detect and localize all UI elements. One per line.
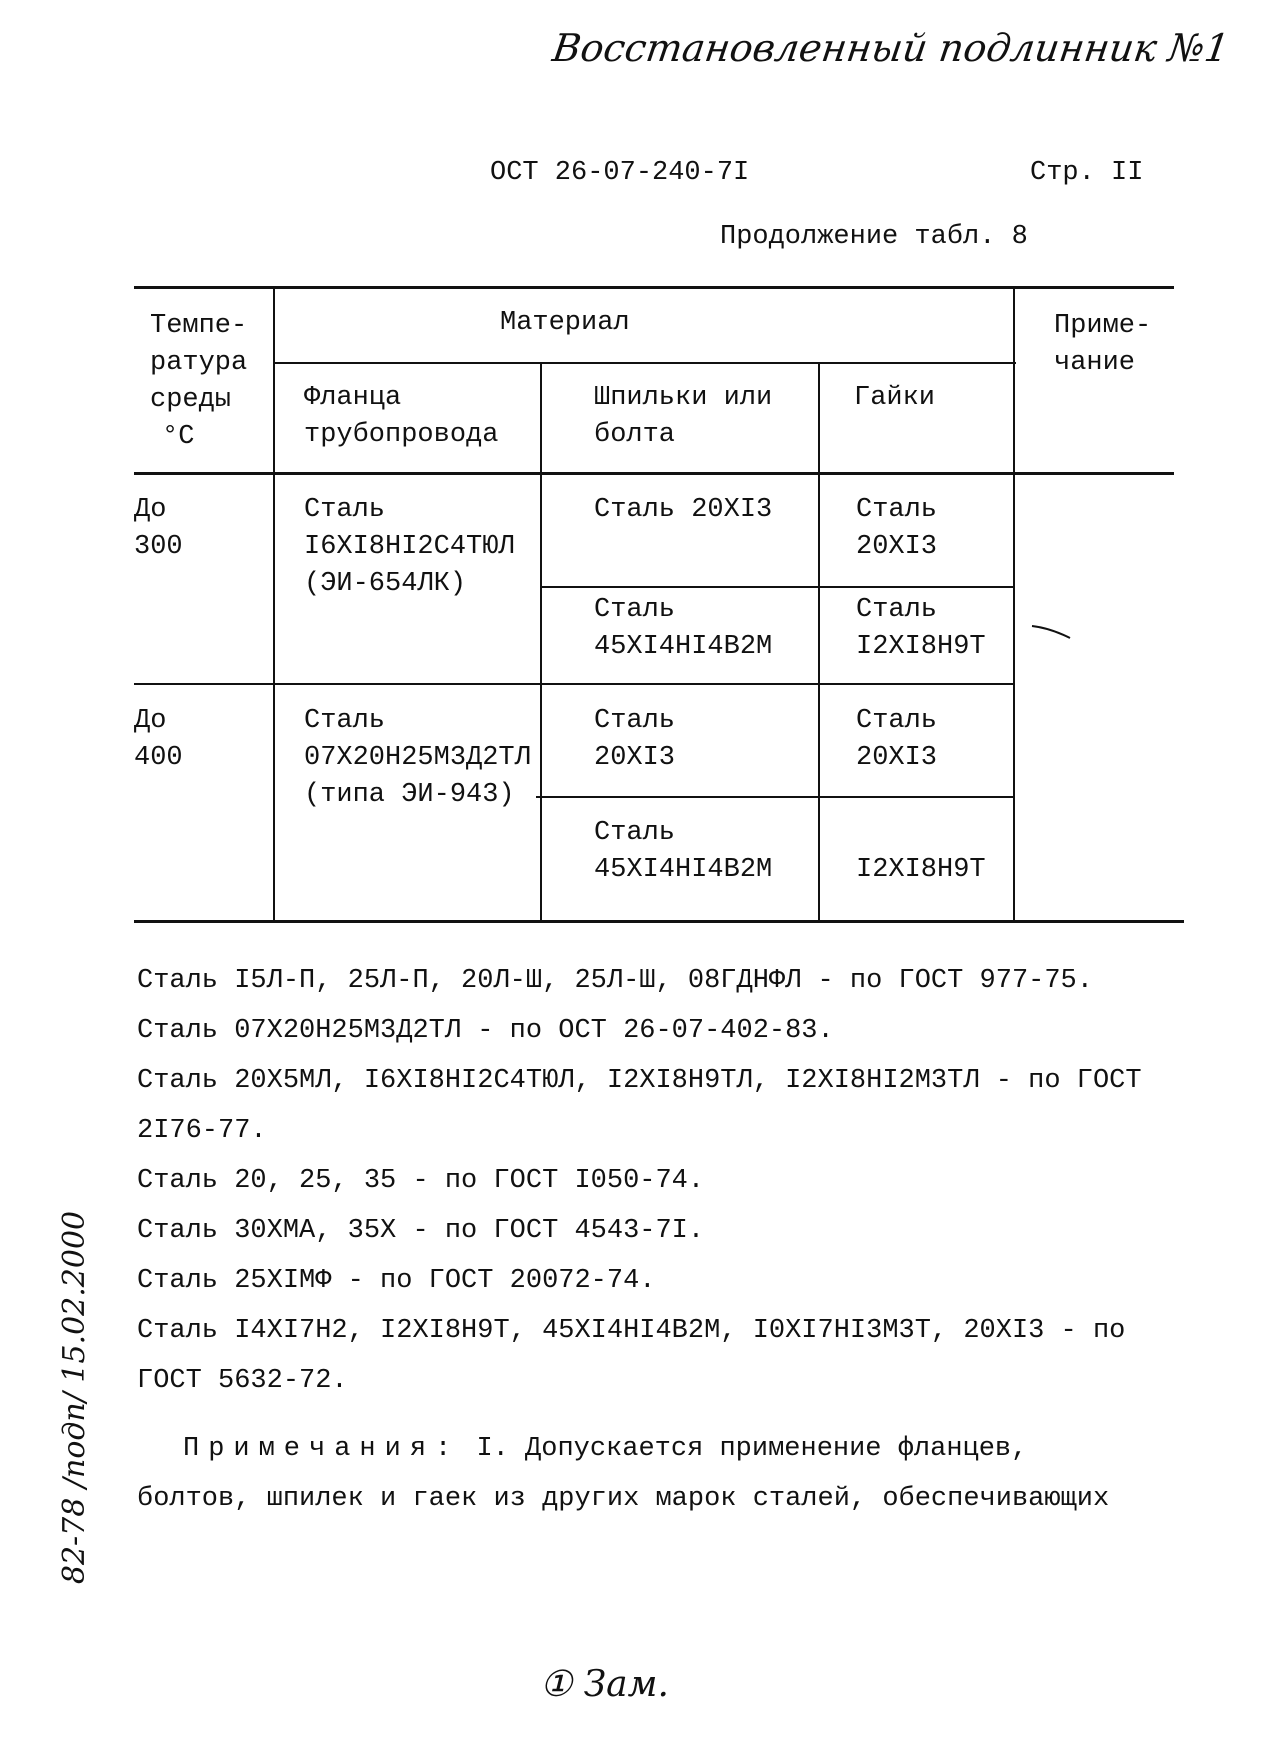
group2-row1-studs: Сталь 20XI3	[594, 706, 676, 773]
col-divider-1	[273, 286, 275, 922]
group2-row1-nuts: Сталь 20XI3	[856, 706, 938, 773]
footnote-line: Сталь 20, 25, 35 - по ГОСТ I050-74.	[137, 1166, 705, 1196]
group2-temperature: До 400	[134, 706, 183, 773]
page-number: Стр. II	[1030, 158, 1144, 188]
header-material: Материал	[500, 308, 630, 338]
notes-line-2: болтов, шпилек и гаек из других марок сталей, обеспечивающих	[137, 1484, 1110, 1514]
footnote-line: Сталь I4XI7H2, I2XI8H9T, 45XI4HI4B2M, I0XI7HI3M3T, 20XI3 - по	[137, 1316, 1126, 1346]
group-divider	[134, 683, 1015, 685]
footnote-line: Сталь 30XMA, 35X - по ГОСТ 4543-7I.	[137, 1216, 705, 1246]
footnote-line: ГОСТ 5632-72.	[137, 1366, 348, 1396]
group1-row1-studs: Сталь 20XI3	[594, 495, 773, 525]
notes-line-1: I. Допускается применение фланцев,	[476, 1434, 1028, 1464]
header-flange: Фланца трубопровода	[304, 383, 499, 450]
footnote-line: Сталь I5Л-П, 25Л-П, 20Л-Ш, 25Л-Ш, 08ГДНФЛ - по ГОСТ 977-75.	[137, 966, 1093, 996]
header-note: Приме- чание	[1054, 311, 1152, 378]
table-bottom-border	[134, 920, 1184, 923]
header-studs: Шпильки или болта	[594, 383, 773, 450]
group2-row2-studs: Сталь 45XI4HI4B2M	[594, 818, 773, 885]
footnote-line: Сталь 07X20H25M3Д2ТЛ - по ОСТ 26-07-402-83.	[137, 1016, 834, 1046]
notes-label: Примечания:	[183, 1434, 461, 1464]
change-mark: ① Зам.	[540, 1664, 669, 1705]
document-code: ОСТ 26-07-240-7I	[490, 158, 750, 188]
table-top-border	[134, 286, 1174, 289]
margin-handwritten-note: 82-78 /подп/ 15.02.2000	[57, 1210, 93, 1585]
table-caption: Продолжение табл. 8	[720, 222, 1028, 252]
footnote-line: Сталь 25XIМФ - по ГОСТ 20072-74.	[137, 1266, 656, 1296]
col-divider-3	[818, 362, 820, 922]
group1-flange-material: Сталь I6XI8HI2C4ТЮЛ (ЭИ-654ЛК)	[304, 495, 515, 599]
footnote-line: 2I76-77.	[137, 1116, 267, 1146]
col-divider-4	[1013, 286, 1015, 922]
group2-row2-nuts: I2XI8H9T	[856, 855, 986, 885]
group1-row2-nuts: Сталь I2XI8H9T	[856, 595, 986, 662]
col-divider-2	[540, 362, 542, 922]
group1-row2-studs: Сталь 45XI4HI4B2M	[594, 595, 773, 662]
restored-original-stamp: Восстановленный подлинник №1	[549, 26, 1232, 70]
pen-mark-decoration	[1030, 620, 1075, 644]
notes-paragraph	[183, 1434, 1027, 1464]
group1-temperature: До 300	[134, 495, 183, 562]
header-bottom-border	[134, 472, 1174, 475]
header-nuts: Гайки	[854, 383, 936, 413]
group2-flange-material: Сталь 07X20H25M3Д2ТЛ (типа ЭИ-943)	[304, 706, 531, 810]
material-header-divider	[274, 362, 1016, 364]
group2-row-divider	[536, 796, 1013, 798]
footnote-line: Сталь 20X5МЛ, I6XI8HI2C4ТЮЛ, I2XI8H9ТЛ, I2XI8HI2M3ТЛ - по ГОСТ	[137, 1066, 1142, 1096]
group1-row1-nuts: Сталь 20XI3	[856, 495, 938, 562]
header-temperature: Темпе- ратура среды °С	[150, 311, 248, 452]
group1-row-divider	[541, 586, 1015, 588]
